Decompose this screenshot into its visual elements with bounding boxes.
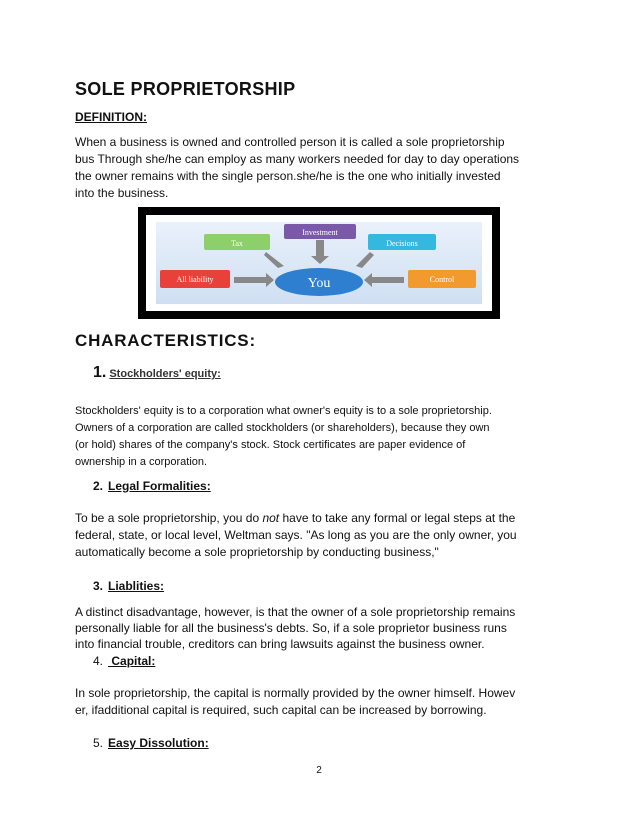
section-number: 4. — [93, 654, 104, 668]
text-line: automatically become a sole proprietorship by conducting business," — [75, 545, 439, 559]
section-heading-1 — [93, 364, 221, 382]
section-number: 3. — [93, 579, 104, 593]
section-heading-4 — [93, 654, 155, 668]
section-paragraph-3 — [75, 604, 575, 652]
section-paragraph-1 — [75, 403, 575, 471]
page-title: SOLE PROPRIETORSHIP — [75, 79, 296, 99]
text-line: er, ifadditional capital is required, such capital can be increased by borrowing. — [75, 703, 487, 717]
text-line — [75, 510, 575, 527]
decisions-label: Decisions — [386, 239, 418, 248]
all-liability-label: All liability — [176, 275, 214, 284]
text-line: In sole proprietorship, the capital is normally provided by the owner himself. Howev — [75, 686, 516, 700]
all-liability-box — [160, 270, 230, 288]
control-box — [408, 270, 476, 288]
text-line: into financial trouble, creditors can bring lawsuits against the business owner. — [75, 637, 485, 651]
section-heading-5 — [93, 736, 209, 750]
emphasis-text: not — [262, 511, 280, 525]
text-line: Owners of a corporation are called stockholders (or shareholders), because they own — [75, 422, 490, 434]
text-run: To be a sole proprietorship, you do — [75, 511, 263, 525]
section-title: Liablities: — [108, 579, 165, 593]
tax-box — [204, 234, 270, 250]
diagram-frame — [144, 213, 494, 313]
definition-label: DEFINITION: — [75, 110, 147, 124]
page-number: 2 — [316, 765, 322, 776]
tax-label: Tax — [231, 239, 243, 248]
section-title: Capital: — [108, 654, 156, 668]
text-line: the owner remains with the single person.she/he is the one who initially invested — [75, 169, 501, 183]
section-paragraph-4 — [75, 685, 575, 719]
text-line: (or hold) shares of the company's stock. Stock certificates are paper evidence of — [75, 439, 466, 451]
section-title: Easy Dissolution: — [108, 736, 209, 750]
text-line: ownership in a corporation. — [75, 456, 208, 468]
section-title: Legal Formalities: — [108, 479, 211, 493]
definition-paragraph — [75, 134, 575, 202]
decisions-box — [368, 234, 436, 250]
diagram-svg — [156, 222, 482, 304]
section-heading-2 — [93, 479, 211, 493]
text-line: When a business is owned and controlled person it is called a sole proprietorship — [75, 135, 505, 149]
text-run: have to take any formal or legal steps at the — [279, 511, 516, 525]
text-line: into the business. — [75, 186, 169, 200]
text-line: Stockholders' equity is to a corporation what owner's equity is to a sole proprietorship. — [75, 405, 492, 417]
investment-label: Investment — [302, 228, 338, 237]
section-number: 5. — [93, 736, 104, 750]
text-line: bus Through she/he can employ as many workers needed for day to day operations — [75, 152, 520, 166]
you-ellipse — [275, 268, 363, 296]
section-title: Stockholders' equity: — [109, 368, 221, 380]
control-label: Control — [429, 275, 455, 284]
you-label: You — [307, 276, 331, 291]
section-paragraph-2 — [75, 510, 575, 561]
text-line: personally liable for all the business's debts. So, if a sole proprietor business runs — [75, 621, 507, 635]
characteristics-heading: CHARACTERISTICS: — [75, 331, 256, 350]
text-line: A distinct disadvantage, however, is that the owner of a sole proprietorship remains — [75, 605, 516, 619]
investment-box — [284, 224, 356, 239]
sole-proprietorship-diagram — [138, 207, 500, 319]
section-number: 1. — [93, 364, 107, 381]
section-heading-3 — [93, 579, 164, 593]
section-number: 2. — [93, 479, 104, 493]
text-line: federal, state, or local level, Weltman says. "As long as you are the only owner, you — [75, 528, 517, 542]
